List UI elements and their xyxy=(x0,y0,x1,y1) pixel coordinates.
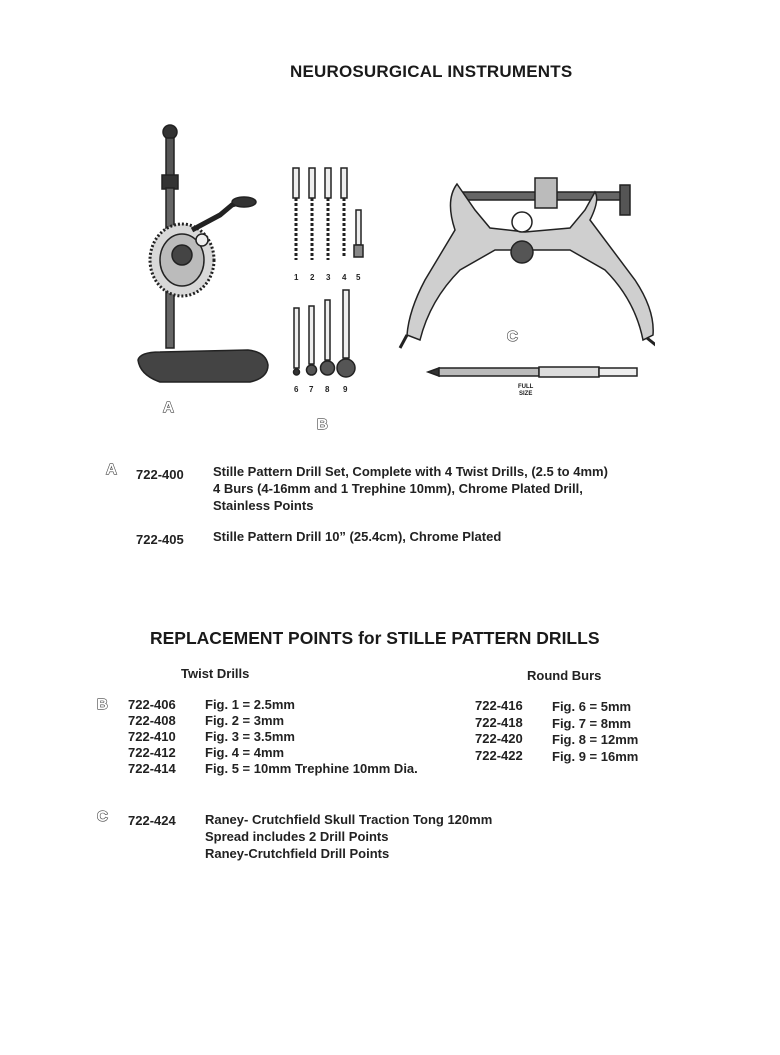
catalog-code: 722-414 xyxy=(128,761,176,776)
catalog-code: 722-422 xyxy=(475,747,523,763)
catalog-code: 722-416 xyxy=(475,698,523,713)
section-heading: REPLACEMENT POINTS for STILLE PATTERN DRILLS xyxy=(150,628,600,648)
fig-number: 1 xyxy=(294,273,299,282)
figure-label-a: A xyxy=(163,399,174,416)
fig-number: 6 xyxy=(294,385,299,394)
fig-number: 3 xyxy=(326,273,331,282)
item-description: Fig. 8 = 12mm xyxy=(552,732,639,747)
description-line: 4 Burs (4-16mm and 1 Trephine 10mm), Chrome Plated Drill, xyxy=(213,481,583,496)
description-line: Stainless Points xyxy=(213,498,314,513)
catalog-code: 722-410 xyxy=(128,729,176,744)
item-description xyxy=(213,463,608,514)
full-size-label-line: SIZE xyxy=(518,391,533,397)
page-title: NEUROSURGICAL INSTRUMENTS xyxy=(290,62,573,81)
item-description: Fig. 5 = 10mm Trephine 10mm Dia. xyxy=(205,761,418,776)
description-line: Stille Pattern Drill Set, Complete with 4 Twist Drills, (2.5 to 4mm) xyxy=(213,464,608,479)
catalog-code: 722-412 xyxy=(128,745,176,760)
item-description: Stille Pattern Drill 10” (25.4cm), Chrome Plated xyxy=(213,529,502,544)
twist-drills-heading: Twist Drills xyxy=(181,666,250,681)
round-bur-codes xyxy=(475,698,523,764)
description-line: Raney- Crutchfield Skull Traction Tong 120mm xyxy=(205,812,493,827)
item-description: Fig. 2 = 3mm xyxy=(205,713,285,728)
catalog-code: 722-400 xyxy=(136,467,184,482)
catalog-code: 722-405 xyxy=(136,532,184,547)
catalog-code: 722-424 xyxy=(128,813,176,828)
description-line: Spread includes 2 Drill Points xyxy=(205,829,389,844)
twist-drill-descriptions xyxy=(205,697,418,777)
catalog-code: 722-420 xyxy=(475,731,523,746)
item-description: Fig. 9 = 16mm xyxy=(552,748,639,764)
figure-label-c: C xyxy=(507,328,518,345)
figure-label-b: B xyxy=(317,416,328,433)
fig-number: 4 xyxy=(342,273,347,282)
catalog-code: 722-418 xyxy=(475,714,523,730)
full-size-label xyxy=(518,384,533,398)
item-description: Fig. 3 = 3.5mm xyxy=(205,729,295,744)
full-size-label-line: FULL xyxy=(518,384,534,390)
item-description: Fig. 1 = 2.5mm xyxy=(205,697,295,712)
section-a-marker: A xyxy=(106,461,117,478)
round-burs-heading: Round Burs xyxy=(527,668,602,683)
fig-number: 2 xyxy=(310,273,315,282)
round-bur-descriptions xyxy=(552,699,638,765)
twist-drill-codes xyxy=(128,697,176,777)
drill-point-full-size-illustration xyxy=(425,362,640,382)
description-line: Raney-Crutchfield Drill Points xyxy=(205,846,390,861)
item-description: Fig. 6 = 5mm xyxy=(552,699,632,714)
fig-number: 5 xyxy=(356,273,361,282)
drills-and-burs-illustration xyxy=(285,160,375,410)
fig-number: 9 xyxy=(343,385,348,394)
item-description xyxy=(205,811,492,862)
fig-number: 8 xyxy=(325,385,330,394)
catalog-code: 722-406 xyxy=(128,697,176,712)
item-description: Fig. 7 = 8mm xyxy=(552,715,632,731)
skull-tong-illustration xyxy=(395,170,655,360)
section-c-marker: C xyxy=(97,808,108,825)
hand-drill-illustration xyxy=(120,120,270,420)
section-b-marker: B xyxy=(97,696,108,713)
fig-number: 7 xyxy=(309,385,314,394)
catalog-code: 722-408 xyxy=(128,713,176,728)
item-description: Fig. 4 = 4mm xyxy=(205,745,285,760)
